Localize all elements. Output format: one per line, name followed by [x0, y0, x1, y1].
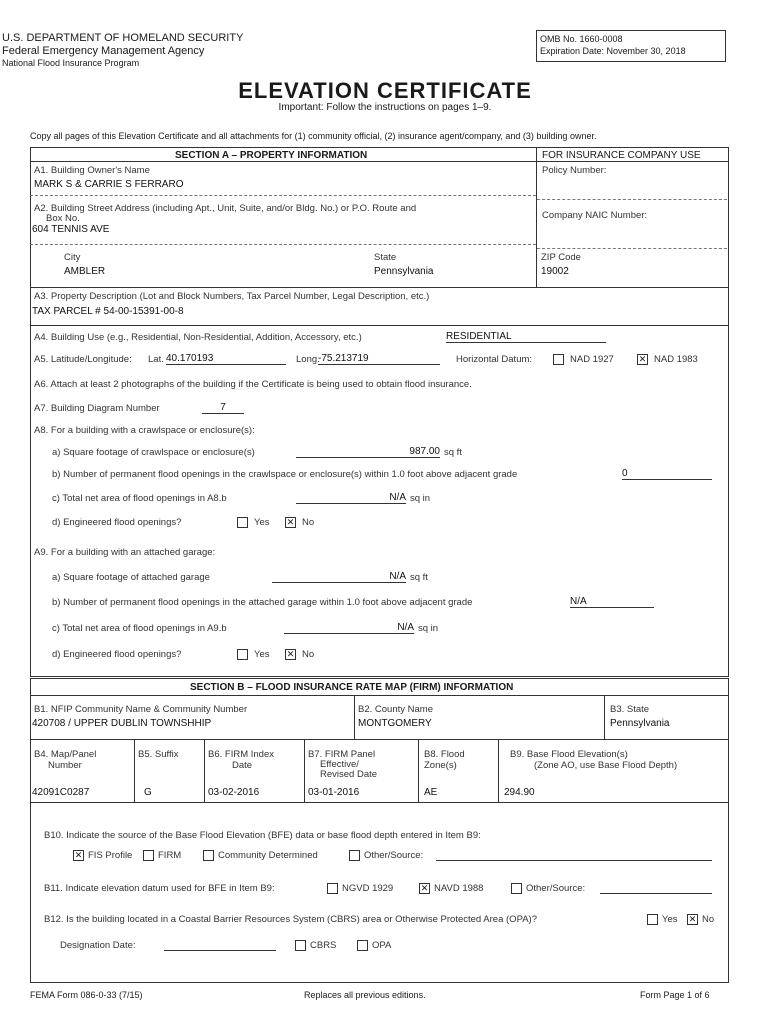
navd-label: NAVD 1988: [434, 883, 484, 894]
firm-checkbox[interactable]: [143, 850, 154, 861]
a9b-value[interactable]: N/A: [570, 596, 654, 608]
omb-expiration: Expiration Date: November 30, 2018: [540, 46, 686, 56]
a8-label: A8. For a building with a crawlspace or enclosure(s):: [34, 425, 255, 436]
b12-no-checkbox[interactable]: ✕: [688, 914, 697, 924]
omb-box: [536, 30, 726, 62]
b4-label-number: Number: [48, 760, 82, 771]
other-source-label: Other/Source:: [364, 850, 424, 861]
a9c-value[interactable]: N/A: [284, 622, 414, 634]
b7-label-revised: Revised Date: [320, 769, 378, 780]
subtitle: Important: Follow the instructions on pages 1–9.: [278, 102, 492, 113]
a8d-yes-label: Yes: [254, 517, 270, 528]
state-value[interactable]: Pennsylvania: [374, 266, 434, 277]
b5-label: B5. Suffix: [138, 749, 179, 760]
zip-value[interactable]: 19002: [541, 266, 569, 277]
a9d-no-checkbox[interactable]: ✕: [286, 649, 295, 659]
b12-label: B12. Is the building located in a Coastal Barrier Resources System (CBRS) area or Otherwise Protected Area (OPA)?: [44, 914, 537, 925]
fis-profile-label: FIS Profile: [88, 850, 133, 861]
ngvd-label: NGVD 1929: [342, 883, 394, 894]
page-number: Form Page 1 of 6: [640, 990, 710, 1000]
b9-label: B9. Base Flood Elevation(s): [510, 749, 628, 760]
page-title: ELEVATION CERTIFICATE: [238, 78, 532, 103]
agency-line1: U.S. DEPARTMENT OF HOMELAND SECURITY: [2, 32, 244, 44]
a9a-unit: sq ft: [410, 572, 428, 583]
a7-label: A7. Building Diagram Number: [34, 403, 160, 414]
b8-value[interactable]: AE: [424, 787, 438, 798]
a1-value[interactable]: MARK S & CARRIE S FERRARO: [34, 179, 184, 190]
nad1927-label: NAD 1927: [570, 354, 614, 365]
a3-value[interactable]: TAX PARCEL # 54-00-15391-00-8: [32, 306, 184, 317]
a8b-value[interactable]: 0: [622, 468, 712, 480]
b8-label-zone: Zone(s): [424, 760, 457, 771]
omb-number: OMB No. 1660-0008: [540, 34, 623, 44]
lat-label: Lat.: [148, 354, 164, 365]
a8d-label: d) Engineered flood openings?: [52, 517, 182, 528]
navd-checkbox[interactable]: ✕: [420, 883, 429, 893]
agency-line3: National Flood Insurance Program: [2, 58, 140, 68]
other2-label: Other/Source:: [526, 883, 586, 894]
lat-value[interactable]: 40.170193: [166, 353, 286, 365]
b8-label: B8. Flood: [424, 749, 465, 760]
a8d-no-label: No: [302, 517, 315, 528]
a8d-yes-checkbox[interactable]: [237, 517, 248, 528]
a9a-label: a) Square footage of attached garage: [52, 572, 210, 583]
other2-checkbox[interactable]: [511, 883, 522, 894]
a8c-label: c) Total net area of flood openings in A8.b: [52, 493, 227, 504]
a9c-label: c) Total net area of flood openings in A9.b: [52, 623, 227, 634]
long-label: Long.: [296, 354, 320, 365]
fis-profile-checkbox[interactable]: ✕: [74, 850, 83, 860]
section-a-heading: SECTION A – PROPERTY INFORMATION: [175, 150, 368, 161]
a8a-unit: sq ft: [444, 447, 462, 458]
b6-value[interactable]: 03-02-2016: [208, 787, 260, 798]
zip-label: ZIP Code: [541, 252, 581, 263]
b12-yes-checkbox[interactable]: [647, 914, 658, 925]
b7-label-effective: Effective/: [320, 759, 359, 770]
agency-line2: Federal Emergency Management Agency: [2, 45, 205, 57]
naic-label: Company NAIC Number:: [542, 210, 648, 221]
b3-value[interactable]: Pennsylvania: [610, 718, 670, 729]
city-label: City: [64, 252, 81, 263]
b5-value[interactable]: G: [144, 787, 152, 798]
form-number: FEMA Form 086-0-33 (7/15): [30, 990, 143, 1000]
nad1983-label: NAD 1983: [654, 354, 698, 365]
designation-date-field[interactable]: [164, 939, 276, 951]
b3-label: B3. State: [610, 704, 650, 715]
b2-label: B2. County Name: [358, 704, 433, 715]
a8a-value[interactable]: 987.00: [296, 446, 440, 458]
a8d-no-checkbox[interactable]: ✕: [286, 517, 295, 527]
a9c-unit: sq in: [418, 623, 439, 634]
long-value[interactable]: -75.213719: [318, 353, 440, 365]
a8b-label: b) Number of permanent flood openings in the crawlspace or enclosure(s) within 1.0 foot above adjacent grade: [52, 469, 518, 480]
b6-label: B6. FIRM Index: [208, 749, 274, 760]
cbrs-checkbox[interactable]: [295, 940, 306, 951]
other-source-checkbox[interactable]: [349, 850, 360, 861]
b9-label-zone-ao: (Zone AO, use Base Flood Depth): [534, 760, 678, 771]
a1-label: A1. Building Owner's Name: [34, 165, 150, 176]
a8c-value[interactable]: N/A: [296, 492, 406, 504]
policy-number-label: Policy Number:: [542, 165, 607, 176]
other2-field[interactable]: [600, 882, 712, 894]
community-determined-label: Community Determined: [218, 850, 318, 861]
city-value[interactable]: AMBLER: [64, 266, 106, 277]
b12-no-label: No: [702, 914, 715, 925]
b7-label: B7. FIRM Panel: [308, 749, 376, 760]
a2-label-box: Box No.: [46, 213, 80, 224]
a8a-label: a) Square footage of crawlspace or enclosure(s): [52, 447, 255, 458]
replaces-note: Replaces all previous editions.: [304, 990, 426, 1000]
a7-value[interactable]: 7: [202, 402, 244, 414]
a4-value[interactable]: RESIDENTIAL: [446, 331, 606, 343]
a2-value[interactable]: 604 TENNIS AVE: [32, 224, 110, 235]
a8c-unit: sq in: [410, 493, 431, 504]
opa-checkbox[interactable]: [357, 940, 368, 951]
b11-label: B11. Indicate elevation datum used for BFE in Item B9:: [44, 883, 275, 894]
ngvd-checkbox[interactable]: [327, 883, 338, 894]
a3-label: A3. Property Description (Lot and Block Numbers, Tax Parcel Number, Legal Description, etc.): [34, 291, 430, 302]
state-label: State: [374, 252, 397, 263]
a9d-label: d) Engineered flood openings?: [52, 649, 182, 660]
b4-label: B4. Map/Panel: [34, 749, 97, 760]
a9b-label: b) Number of permanent flood openings in the attached garage within 1.0 foot above adjacent grade: [52, 597, 473, 608]
a9-label: A9. For a building with an attached garage:: [34, 547, 216, 558]
b1-value[interactable]: 420708 / UPPER DUBLIN TOWNSHHIP: [32, 718, 212, 729]
b7-value[interactable]: 03-01-2016: [308, 787, 360, 798]
designation-label: Designation Date:: [60, 940, 136, 951]
community-determined-checkbox[interactable]: [203, 850, 214, 861]
nad1927-checkbox[interactable]: [553, 354, 564, 365]
b2-value[interactable]: MONTGOMERY: [358, 718, 432, 729]
datum-label: Horizontal Datum:: [456, 354, 533, 365]
b12-yes-label: Yes: [662, 914, 678, 925]
a9d-no-label: No: [302, 649, 315, 660]
a6-text: A6. Attach at least 2 photographs of the building if the Certificate is being used to obtain flood insurance.: [34, 379, 472, 390]
a4-label: A4. Building Use (e.g., Residential, Non-Residential, Addition, Accessory, etc.): [34, 332, 362, 343]
section-b-heading: SECTION B – FLOOD INSURANCE RATE MAP (FIRM) INFORMATION: [190, 682, 514, 693]
opa-label: OPA: [372, 940, 392, 951]
a9d-yes-label: Yes: [254, 649, 270, 660]
a9a-value[interactable]: N/A: [272, 571, 406, 583]
b6-label-date: Date: [232, 760, 253, 771]
b10-label: B10. Indicate the source of the Base Flood Elevation (BFE) data or base flood depth entered in Item B9:: [44, 830, 481, 841]
b1-label: B1. NFIP Community Name & Community Number: [34, 704, 248, 715]
firm-label: FIRM: [158, 850, 182, 861]
b9-value[interactable]: 294.90: [504, 787, 535, 798]
b4-value[interactable]: 42091C0287: [32, 787, 90, 798]
nad1983-checkbox[interactable]: ✕: [638, 354, 647, 364]
a5-label: A5. Latitude/Longitude:: [34, 354, 132, 365]
a9d-yes-checkbox[interactable]: [237, 649, 248, 660]
a2-label: A2. Building Street Address (including Apt., Unit, Suite, and/or Bldg. No.) or P.O. Route and: [34, 203, 417, 214]
copy-note: Copy all pages of this Elevation Certificate and all attachments for (1) community official, (2) insurance agent/company, and (3) building owner.: [30, 131, 597, 141]
insurance-heading: FOR INSURANCE COMPANY USE: [542, 150, 701, 161]
cbrs-label: CBRS: [310, 940, 337, 951]
other-source-field[interactable]: [436, 849, 712, 861]
